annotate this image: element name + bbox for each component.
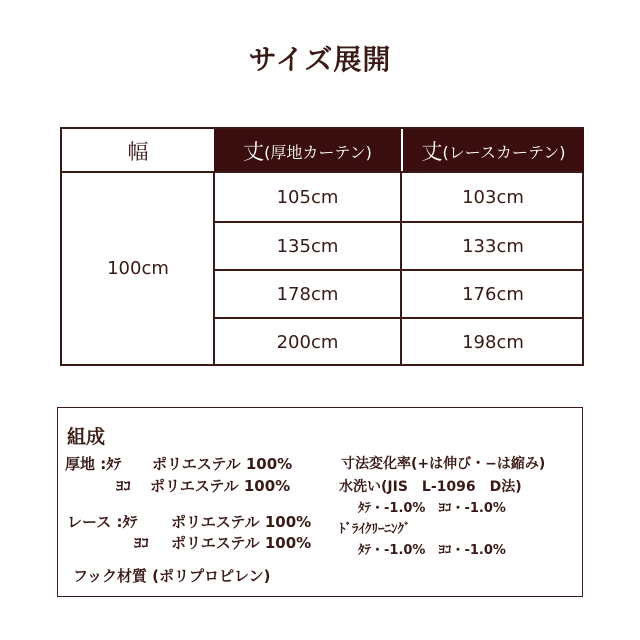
thick-length-cell: 178cm	[276, 283, 339, 305]
composition-heading: 組成	[67, 426, 106, 448]
lace-length-cell: 176cm	[462, 283, 524, 305]
header-lace-main: 丈	[421, 140, 443, 164]
wash-values: ﾀﾃ・-1.0% ﾖｺ・-1.0%	[358, 501, 506, 516]
dry-cleaning-title: ﾄﾞﾗｲｸﾘｰﾆﾝｸﾞ	[339, 522, 411, 537]
page-title: サイズ展開	[248, 43, 392, 76]
header-thick-sub: (厚地カーテン)	[264, 142, 372, 162]
dry-cleaning-values: ﾀﾃ・-1.0% ﾖｺ・-1.0%	[358, 543, 506, 558]
thick-yoko-material: ポリエステル 100%	[150, 477, 291, 495]
header-thick-main: 丈	[243, 140, 265, 164]
thick-yoko-label: ﾖｺ	[116, 477, 132, 495]
thick-tate-material: ポリエステル 100%	[152, 455, 293, 473]
width-value: 100cm	[107, 258, 169, 279]
size-table	[60, 127, 584, 366]
lace-yoko-material: ポリエステル 100%	[171, 534, 312, 552]
thick-length-cell: 200cm	[276, 331, 339, 353]
header-lace-curtain	[401, 129, 584, 173]
lace-yoko-label: ﾖｺ	[134, 534, 150, 552]
header-width: 幅	[62, 129, 214, 173]
header-thick-curtain	[214, 129, 401, 173]
lace-tate-material: ポリエステル 100%	[171, 513, 312, 531]
thick-length-cell: 135cm	[276, 235, 339, 257]
lace-length-cell: 198cm	[462, 331, 524, 353]
composition-box	[57, 407, 583, 597]
dimension-change-title: 寸法変化率(+は伸び・−は縮み)	[341, 456, 546, 472]
lace-length-cell: 133cm	[462, 235, 524, 257]
hook-material: フック材質 (ポリプロピレン)	[73, 567, 271, 585]
lace-label: レース :ﾀﾃ	[67, 513, 138, 531]
header-lace-sub: (レースカーテン)	[442, 142, 566, 162]
wash-title: 水洗い(JIS L-1096 D法)	[339, 479, 522, 495]
thick-label: 厚地 :ﾀﾃ	[65, 455, 122, 473]
thick-length-cell: 105cm	[276, 186, 339, 208]
lace-length-cell: 103cm	[462, 186, 524, 208]
